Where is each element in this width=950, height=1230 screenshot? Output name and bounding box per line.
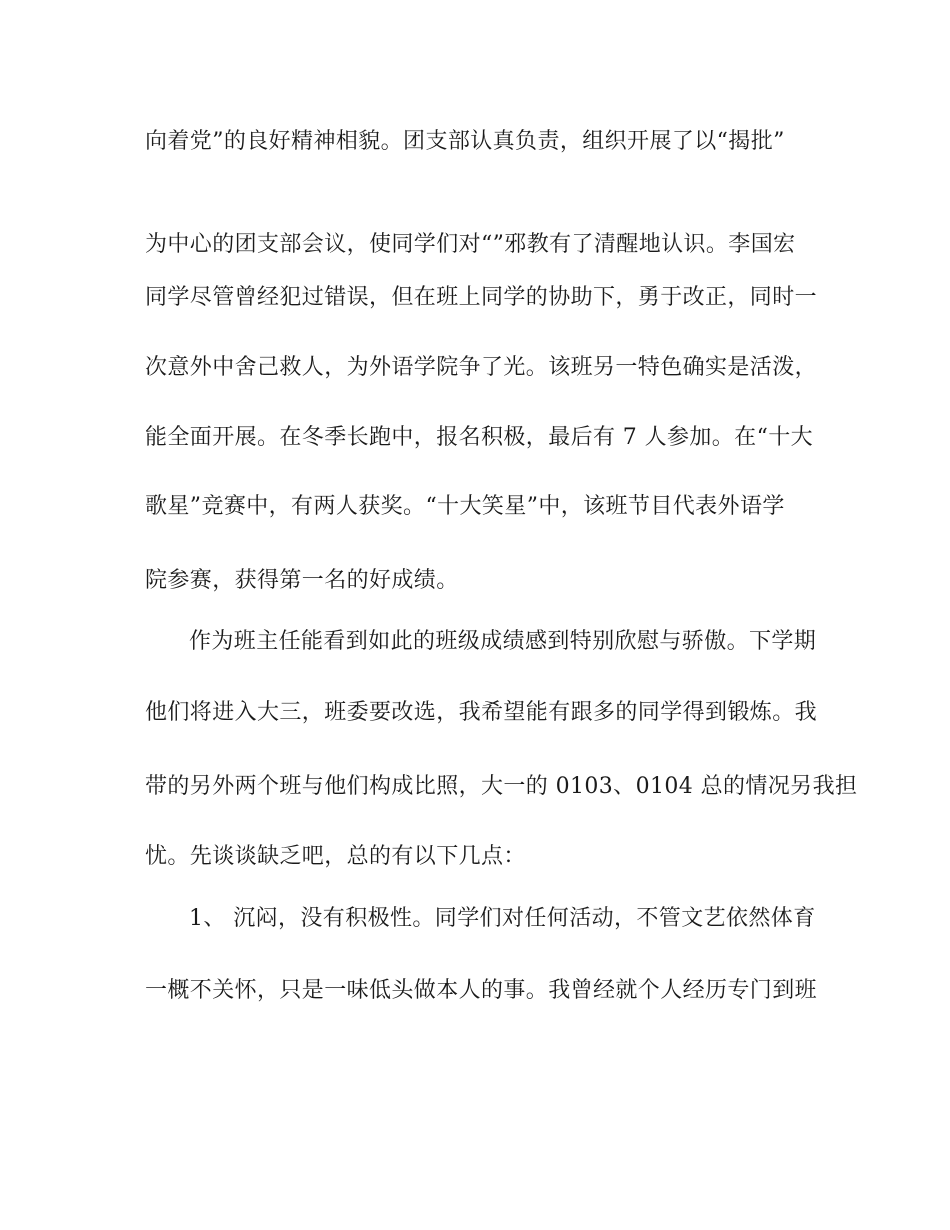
text-line: 他们将进入大三，班委要改选，我希望能有跟多的同学得到锻炼。我 <box>145 700 818 725</box>
text-line: 次意外中舍己救人，为外语学院争了光。该班另一特色确实是活泼， <box>145 355 818 380</box>
text-line: 同学尽管曾经犯过错误，但在班上同学的协助下，勇于改正，同时一 <box>145 285 818 310</box>
text-line: 作为班主任能看到如此的班级成绩感到特别欣慰与骄傲。下学期 <box>189 629 817 654</box>
text-line: 1、 沉闷，没有积极性。同学们对任何活动，不管文艺依然体育 <box>189 906 816 931</box>
text-line: 一概不关怀，只是一味低头做本人的事。我曾经就个人经历专门到班 <box>145 978 818 1003</box>
text-line: 歌星”竞赛中，有两人获奖。“十大笑星”中，该班节目代表外语学 <box>145 494 785 519</box>
text-line: 向着党”的良好精神相貌。团支部认真负责，组织开展了以“揭批” <box>145 129 785 154</box>
text-line: 院参赛，获得第一名的好成绩。 <box>145 568 459 593</box>
text-line: 为中心的团支部会议，使同学们对“”邪教有了清醒地认识。李国宏 <box>145 232 796 257</box>
text-line: 忧。先谈谈缺乏吧，总的有以下几点： <box>145 844 526 869</box>
text-line: 带的另外两个班与他们构成比照，大一的 0103、0104 总的情况另我担 <box>145 774 858 799</box>
text-line: 能全面开展。在冬季长跑中，报名积极，最后有 7 人参加。在“十大 <box>145 425 814 450</box>
